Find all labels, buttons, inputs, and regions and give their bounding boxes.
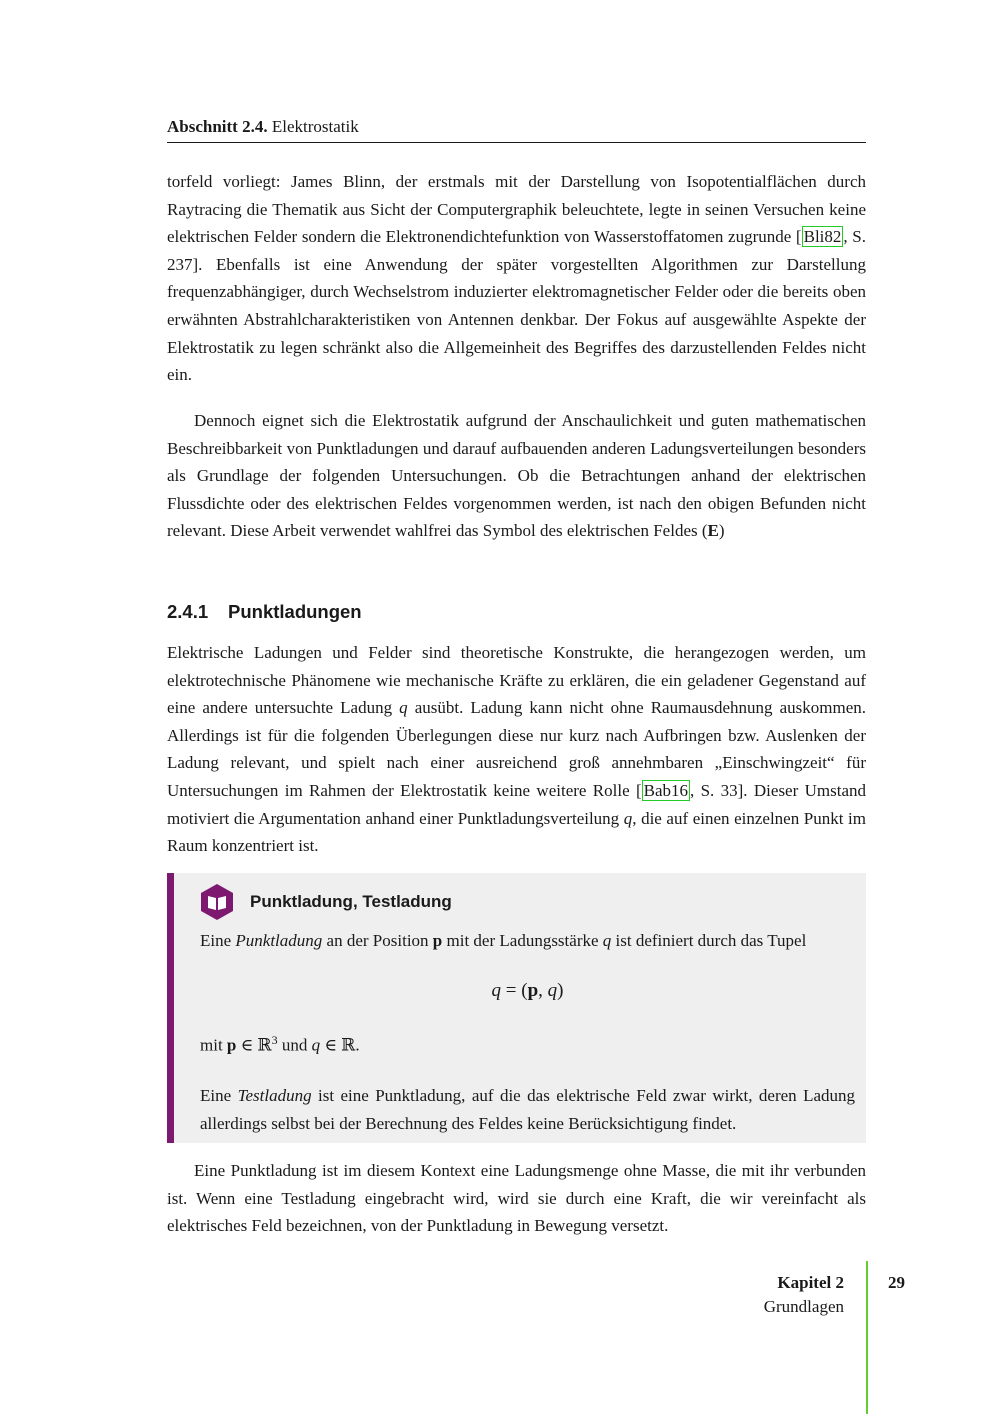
footer-chapter xyxy=(640,1271,844,1319)
footer-rule xyxy=(866,1261,868,1414)
charge-symbol-q: q xyxy=(399,698,408,718)
equation-comma: , xyxy=(538,980,548,1001)
definition-text: an der Position xyxy=(322,931,433,950)
paragraph-5: Eine Punktladung ist im diesem Kontext eine Ladungsmenge ohne Masse, die mit ihr verbunden ist. Wenn eine Testladung eingebracht wird, wird sie durch eine Kraft, die wir vereinfacht als elektrisches Feld bezeichnen, von der Punktladung in Bewegung versetzt. xyxy=(167,1161,866,1236)
paragraph-3-text-c: , S. 33]. Dieser Umstand motiviert die Argumentation anhand einer Punktladungsverteilung xyxy=(167,780,866,828)
paragraph-2 xyxy=(167,407,866,545)
equation-eq-paren: = ( xyxy=(501,980,528,1001)
element-of-reals: ∈ ℝ. xyxy=(320,1035,360,1055)
definition-line-2 xyxy=(200,1027,855,1059)
definition-box xyxy=(167,873,866,1143)
definition-text: ist eine Punktladung, auf die das elektrische Feld zwar wirkt, deren Ladung allerdings selbst bei der Berechnung des Feldes keine Berücksichtigung findet. xyxy=(200,1086,856,1133)
running-head-section-title: Elektrostatik xyxy=(271,117,359,136)
field-symbol-e: E xyxy=(707,521,719,541)
definition-term-testladung: Testladung xyxy=(237,1086,312,1105)
section-heading xyxy=(167,599,362,625)
element-of-reals: ∈ ℝ xyxy=(236,1035,272,1055)
equation-tuple xyxy=(200,977,855,1005)
paragraph-1 xyxy=(167,168,866,389)
page-number: 29 xyxy=(888,1273,905,1292)
paragraph-2-text-a: Dennoch eignet sich die Elektrostatik aufgrund der Anschaulichkeit und guten mathematischen Beschreibbarkeit von Punktladungen und darauf aufbauenden anderen Ladungsverteilungen besonders als Grundlage der folgenden Untersuchungen. Ob die Betrachtungen anhand der elektrischen Flussdichte oder des elektrischen Feldes vorgenommen werden, ist nach den obigen Befunden nicht relevant. Diese Arbeit verwendet wahlfrei das Symbol des elektrischen Feldes ( xyxy=(167,411,866,541)
equation-close-paren: ) xyxy=(557,980,564,1001)
paragraph-3 xyxy=(167,639,866,860)
definition-text: und xyxy=(277,1035,312,1055)
equation-q: q xyxy=(491,980,502,1001)
paragraph-3-text-d: , die auf einen einzelnen Punkt im Raum konzentriert ist. xyxy=(167,808,866,856)
definition-term-punktladung: Punktladung xyxy=(235,931,323,950)
definition-text: ist definiert durch das Tupel xyxy=(611,931,807,950)
equation-p: p xyxy=(527,980,539,1001)
running-head xyxy=(167,116,866,143)
footer-chapter-label: Kapitel 2 xyxy=(777,1273,844,1292)
position-symbol-p: p xyxy=(226,1035,237,1055)
citation-link-bab16[interactable]: Bab16 xyxy=(643,780,689,800)
definition-text: mit der Ladungsstärke xyxy=(442,931,603,950)
footer-chapter-title: Grundlagen xyxy=(763,1297,844,1316)
definition-text: Eine xyxy=(200,931,236,950)
section-title: Punktladungen xyxy=(228,601,362,622)
equation-q: q xyxy=(547,980,558,1001)
definition-text: mit xyxy=(200,1035,227,1055)
citation-link-bli82[interactable]: Bli82 xyxy=(803,227,842,247)
definition-line-1 xyxy=(200,927,855,955)
position-symbol-p: p xyxy=(432,931,443,950)
charge-symbol-q: q xyxy=(602,931,612,950)
definition-title: Punktladung, Testladung xyxy=(250,892,452,911)
running-head-section-label: Abschnitt 2.4. xyxy=(167,117,268,136)
definition-line-3 xyxy=(200,1082,855,1137)
definition-text: Eine xyxy=(200,1086,238,1105)
paragraph-2-text-b: ) xyxy=(718,521,725,541)
paragraph-1-text-b: , S. 237]. Ebenfalls ist eine Anwendung der später vorgestellten Algorithmen zur Darstellung frequenzabhängiger, durch Wechselstrom induzierter elektromagnetischer Felder oder die bereits oben erwähnten Abstrahlcharakteristiken von Antennen denkbar. Der Fokus auf ausgewählte Aspekte der Elektrostatik zu legen schränkt also die Allgemeinheit des Begriffes des darzustellenden Feldes nicht ein. xyxy=(167,227,866,385)
paragraph-1-text-a: torfeld vorliegt: James Blinn, der erstmals mit der Darstellung von Isopotentialflächen durch Raytracing die Thematik aus Sicht der Computergraphik beleuchtete, legte in seinen Versuchen keine elektrischen Felder sondern die Elektronendichtefunktion von Wasserstoffatomen zugrunde [ xyxy=(167,172,866,247)
book-icon xyxy=(200,883,234,921)
charge-symbol-q: q xyxy=(623,808,633,828)
paragraph-3-text-b: ausübt. Ladung kann nicht ohne Raumausdehnung auskommen. Allerdings ist für die folgenden Überlegungen diese nur kurz nach Aufbringen bzw. Auslenken der Ladung relevant, und spielt nach einer ausreichend groß annehmbaren „Einschwingzeit“ für Untersuchungen im Rahmen der Elektrostatik keine weitere Rolle [ xyxy=(167,698,866,800)
exponent-3: 3 xyxy=(271,1033,278,1047)
section-number: 2.4.1 xyxy=(167,601,209,622)
paragraph-3-text-a: Elektrische Ladungen und Felder sind theoretische Konstrukte, die herangezogen werden, um elektrotechnische Phänomene wie mechanische Kräfte zu erklären, die ein geladener Gegenstand auf eine andere untersuchte Ladung xyxy=(167,643,866,718)
charge-symbol-q: q xyxy=(311,1035,321,1055)
